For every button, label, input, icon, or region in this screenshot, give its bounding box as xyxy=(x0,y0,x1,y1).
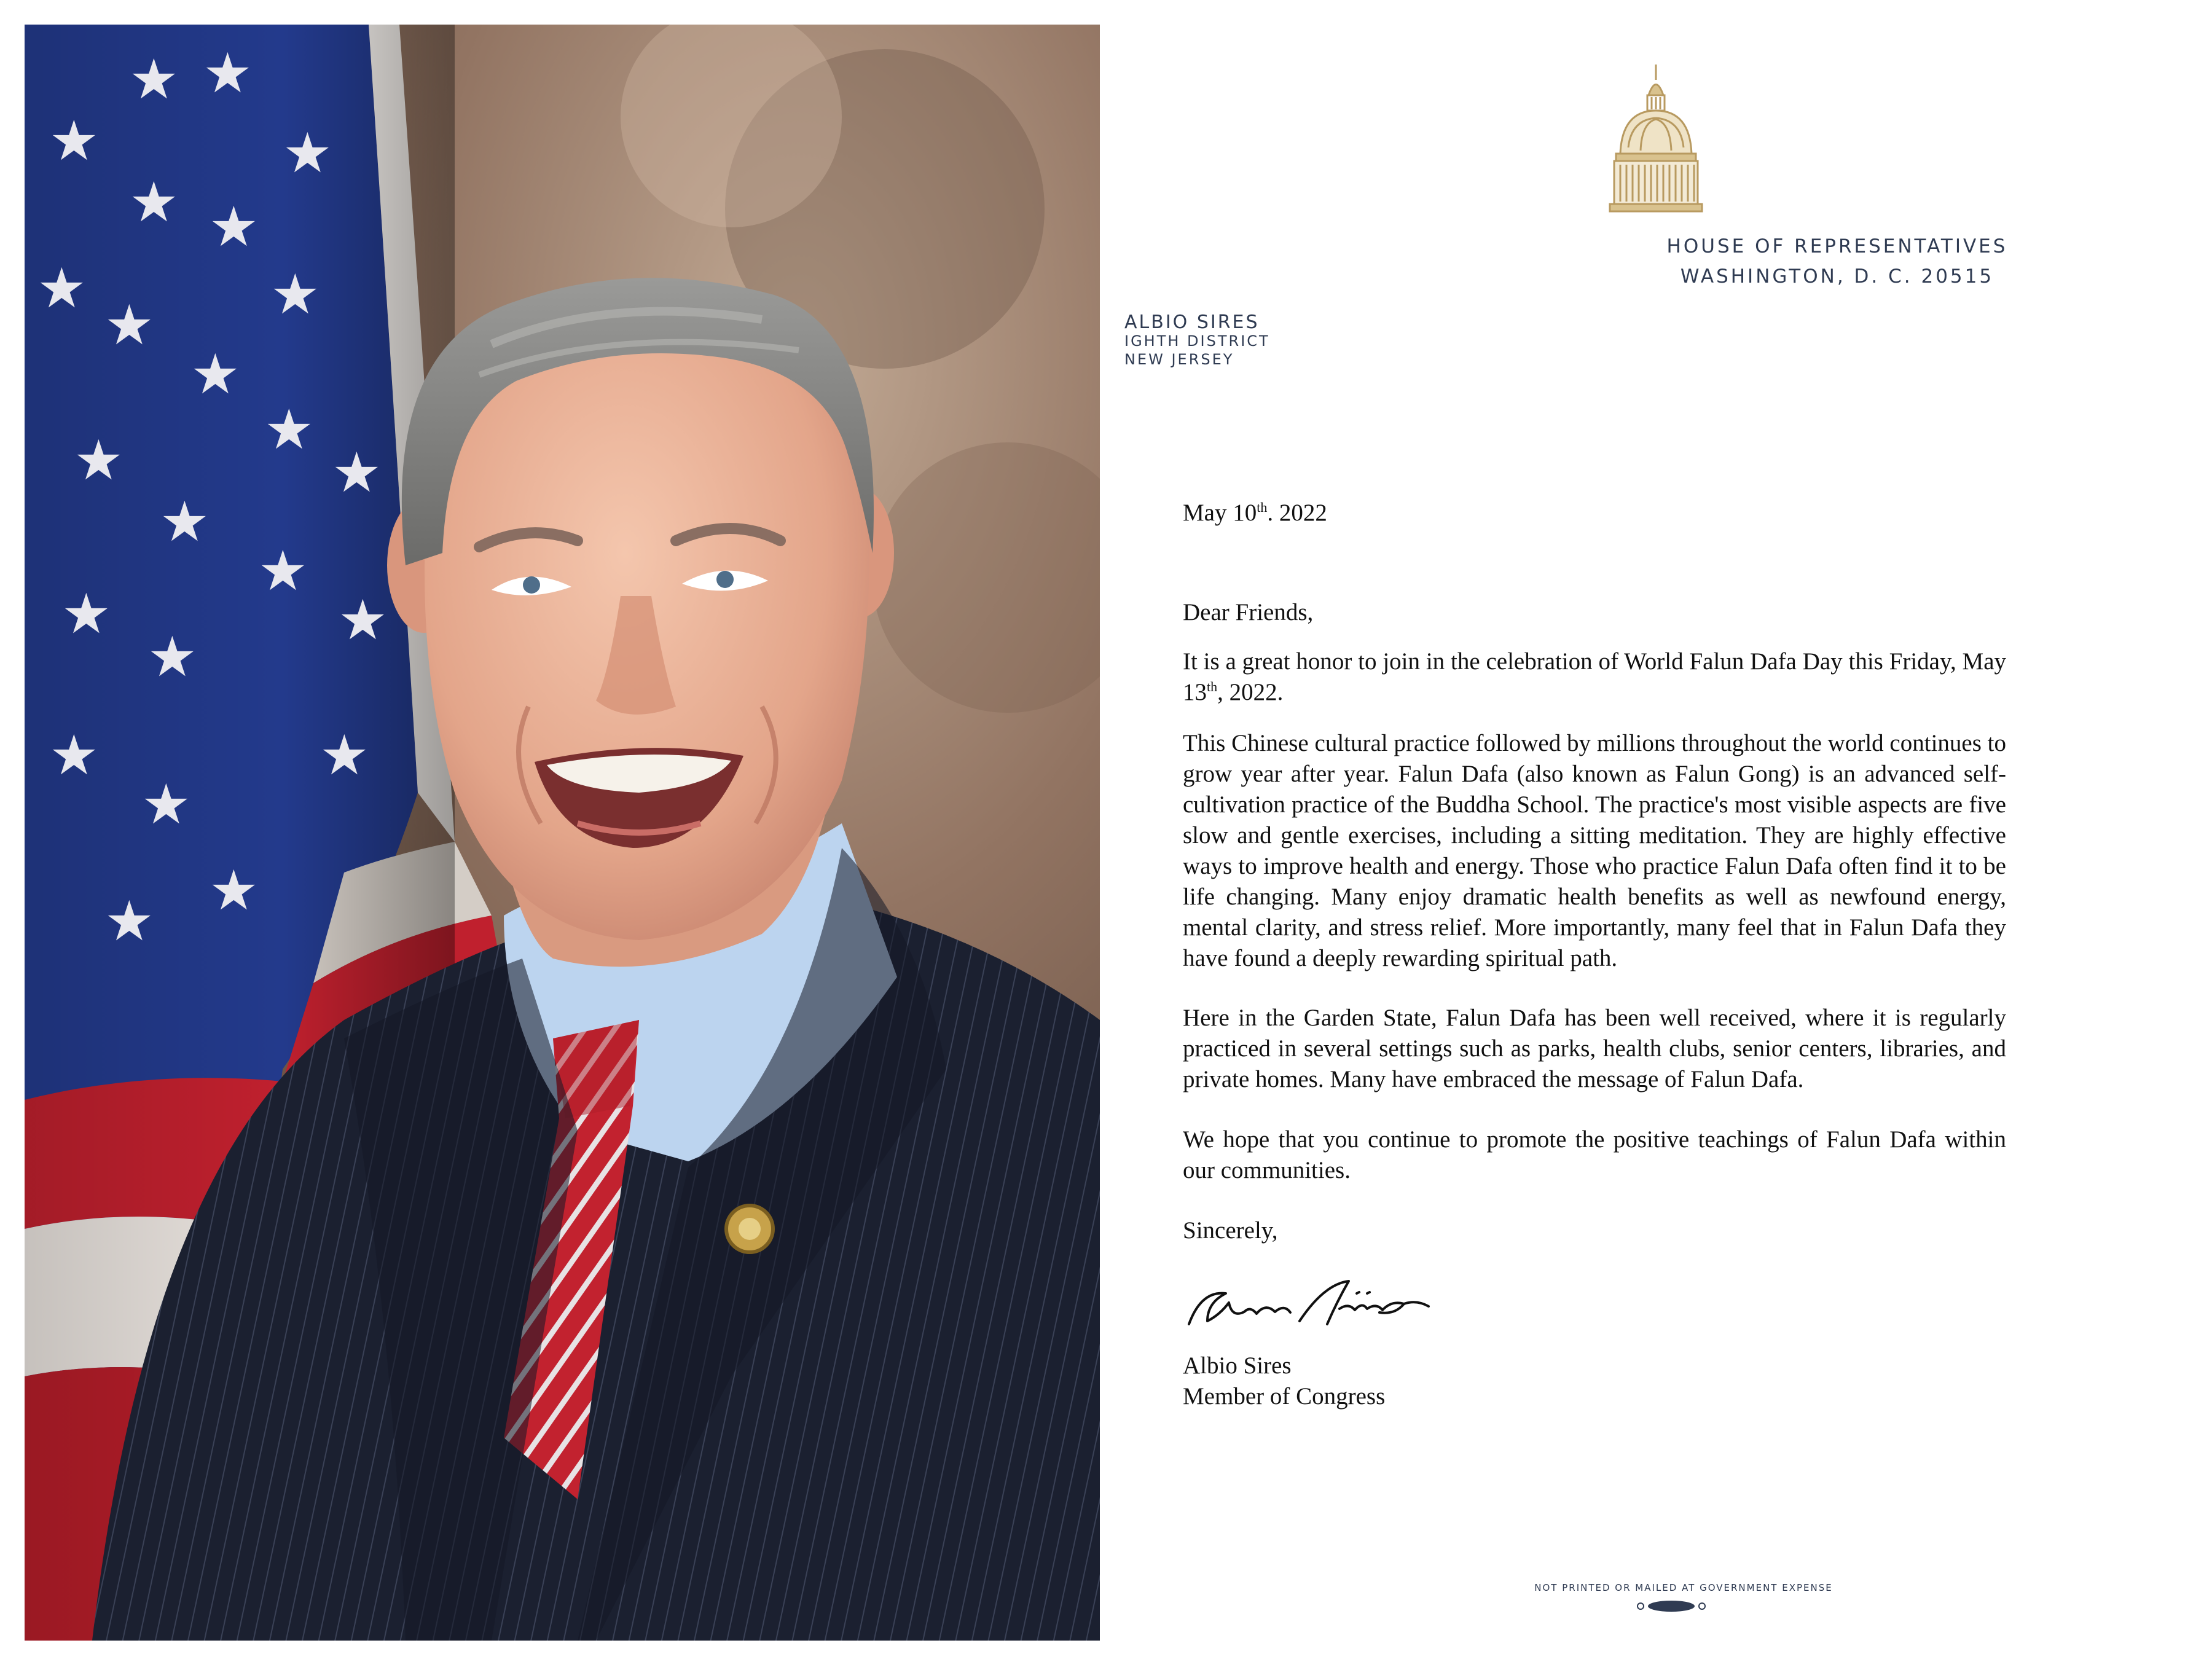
svg-text:★: ★ xyxy=(37,256,87,321)
svg-text:★: ★ xyxy=(320,723,369,788)
paragraph-1: It is a great honor to join in the celebration of World Falun Dafa Day this Friday, May 13th, 2022. xyxy=(1183,648,2006,705)
signer-title: Member of Congress xyxy=(1183,1383,1386,1410)
svg-text:★: ★ xyxy=(49,723,99,788)
member-district: IGHTH DISTRICT xyxy=(1124,332,1270,350)
letterhead-line-2: WASHINGTON, D. C. 20515 xyxy=(1680,265,1994,288)
svg-text:★: ★ xyxy=(338,588,388,653)
paragraph-2: This Chinese cultural practice followed by millions throughout the world continues to grow year after year. Falun Dafa (also known as Falun Gong) is an advanced self-cultivation practice of the Buddha School. The practice's most visible aspects are five slow and gentle exercises, including a sitting meditation. They are highly effective ways to improve health and energy. Those who practice Falun Dafa often find it to be life changing. Many enjoy dramatic health benefits as well as newfound energy, mental clarity, and stress relief. More importantly, many feel that in Falun Dafa they have found a deeply rewarding spiritual path. xyxy=(1183,730,2006,971)
svg-text:★: ★ xyxy=(190,342,240,407)
handwritten-signature xyxy=(1183,1266,1441,1339)
letter-page xyxy=(1100,0,2212,1659)
svg-text:★: ★ xyxy=(147,625,197,689)
svg-text:★: ★ xyxy=(74,428,124,493)
closing: Sincerely, xyxy=(1183,1217,1278,1244)
svg-text:★: ★ xyxy=(61,582,111,646)
portrait-photo xyxy=(25,25,1100,1641)
svg-text:★: ★ xyxy=(264,398,314,462)
paragraph-4: We hope that you continue to promote the positive teachings of Falun Dafa within our communities. xyxy=(1183,1126,2006,1183)
footer-note: NOT PRINTED OR MAILED AT GOVERNMENT EXPENSE xyxy=(1534,1582,1833,1593)
svg-text:★: ★ xyxy=(270,262,320,327)
salutation: Dear Friends, xyxy=(1183,599,1314,626)
svg-text:★: ★ xyxy=(160,490,210,554)
svg-text:★: ★ xyxy=(49,109,99,173)
capitol-dome-icon xyxy=(1607,61,1705,215)
svg-text:★: ★ xyxy=(258,539,308,603)
signer-name: Albio Sires xyxy=(1183,1352,1292,1379)
svg-text:★: ★ xyxy=(129,47,179,112)
paragraph-3: Here in the Garden State, Falun Dafa has been well received, where it is regularly practiced in several settings such as parks, health clubs, senior centers, libraries, and private homes. Many have embraced the message of Falun Dafa. xyxy=(1183,1005,2006,1092)
printer-seal-icon xyxy=(1628,1599,1714,1614)
letter-date: May 10th. 2022 xyxy=(1183,500,1327,526)
member-state: NEW JERSEY xyxy=(1124,351,1234,368)
svg-text:★: ★ xyxy=(104,889,154,954)
svg-text:★: ★ xyxy=(129,170,179,235)
member-block xyxy=(1124,313,1270,369)
member-name: ALBIO SIRES xyxy=(1124,312,1260,333)
svg-text:★: ★ xyxy=(141,772,191,837)
svg-text:★: ★ xyxy=(332,441,382,505)
svg-text:★: ★ xyxy=(203,41,253,106)
svg-text:★: ★ xyxy=(104,293,154,358)
letterhead-line-1: HOUSE OF REPRESENTATIVES xyxy=(1666,235,2008,257)
svg-text:★: ★ xyxy=(283,121,332,186)
svg-text:★: ★ xyxy=(209,195,259,259)
portrait-illustration xyxy=(25,25,1100,1641)
svg-text:★: ★ xyxy=(209,858,259,923)
